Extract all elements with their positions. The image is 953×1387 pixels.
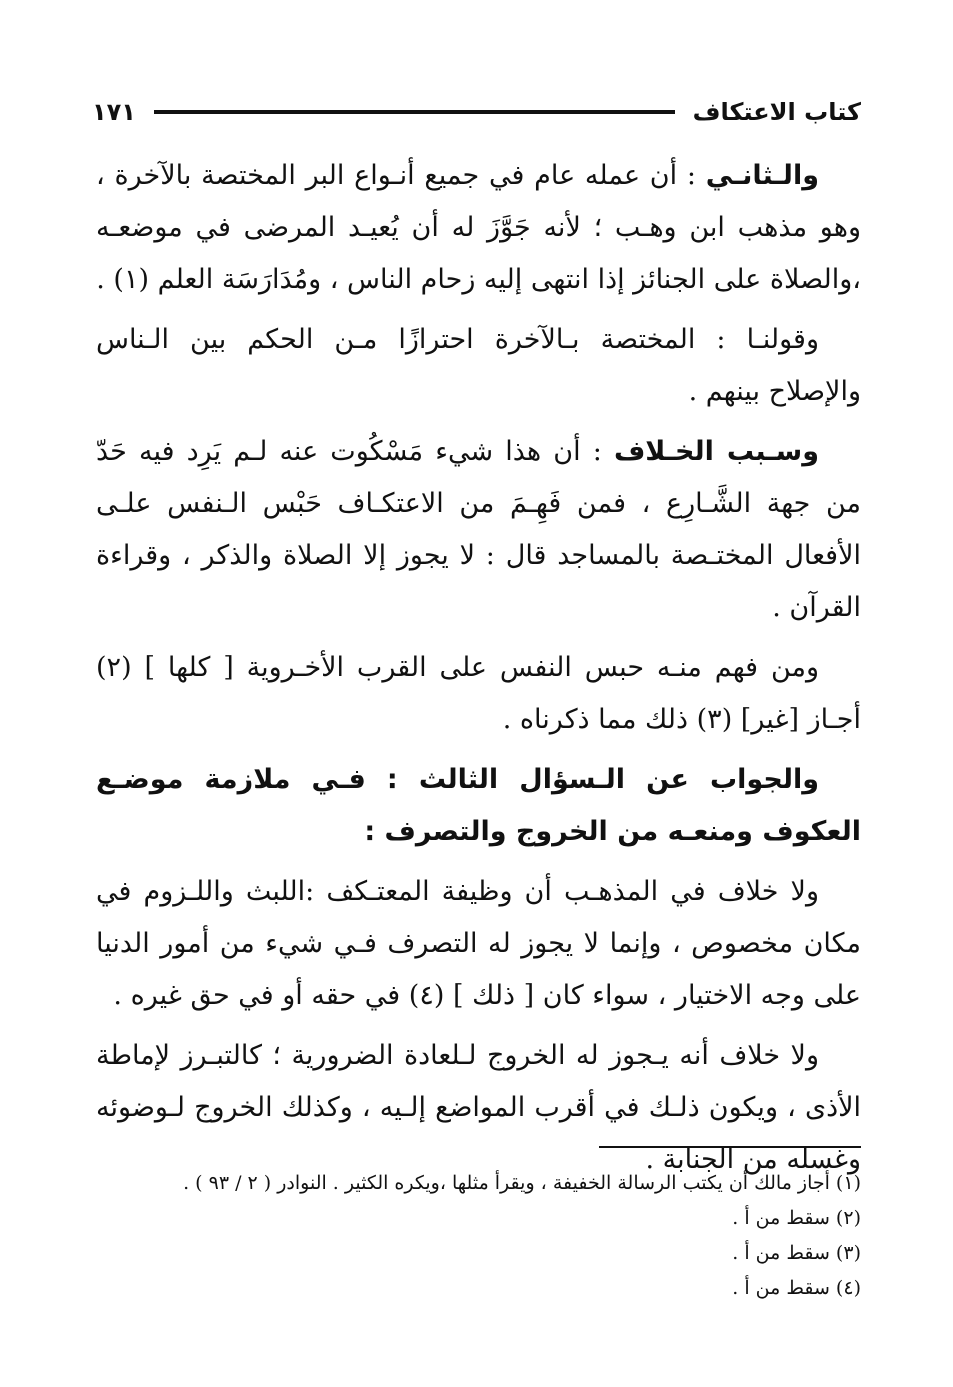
paragraph-2 [96, 314, 861, 418]
paragraph-text: ولا خلاف أنه يـجوز له الخروج لـلعادة الضرورية ؛ كالتبـرز لإماطة الأذى ، ويكون ذلـك في أقرب المواضع إلـيه ، وكذلك الخروج لـوضوئه وغسله من الجنابة . [96, 1040, 861, 1175]
paragraph-1 [96, 150, 861, 306]
running-header [92, 92, 861, 132]
footnote-2: (٢) سقط من أ . [732, 1207, 861, 1229]
paragraph-4 [96, 642, 861, 746]
paragraph-text: ومن فهم منـه حبس النفس على القرب الأخـروية [ كلها ] (٢) أجـاز [غير] (٣) ذلك مما ذكرناه . [96, 652, 861, 735]
footnotes [96, 1166, 861, 1306]
paragraph-text: : أن هذا شيء مَسْكُوت عنه لـم يَرِد فيه حَدّ من جهة الشَّـارِع ، فمن فَهِـمَ من الاعتكـاف حَبْس الـنفس علـى الأفعال المختـصة بالمساجد قال : لا يجوز إلا الصلاة والذكر ، وقراءة القرآن . [96, 436, 861, 623]
paragraph-3 [96, 426, 861, 634]
paragraph-lead: والـثانـي [705, 160, 819, 191]
footnote-3: (٣) سقط من أ . [732, 1242, 861, 1264]
running-title: كتاب الاعتكاف [692, 98, 861, 126]
paragraph-5 [96, 866, 861, 1022]
main-text [96, 150, 861, 1194]
section-heading: والجواب عن الـسؤال الثالث : فـي ملازمة موضـع العكوف ومنعـه من الخروج والتصرف : [96, 764, 861, 847]
header-rule [154, 110, 675, 114]
paragraph-text: ولا خلاف في المذهـب أن وظيفة المعتـكف :اللبث واللـزوم في مكان مخصوص ، وإنما لا يجوز له التصرف فـي شيء من أمور الدنيا على وجه الاختيار ، سواء كان [ ذلك ] (٤) في حقه أو في حق غيره . [96, 876, 861, 1011]
footnote-rule [599, 1146, 861, 1148]
paragraph-text: وقولنـا : المختصة بـالآخرة احترازًا مـن الحكم بين الـناس والإصلاح بينهم . [96, 324, 861, 407]
paragraph-text: : أن عمله عام في جميع أنـواع البر المختصة بالآخرة ، وهو مذهب ابن وهـب ؛ لأنه جَوَّزَ له أن يُعيـد المرضى في موضعـه ،والصلاة على الجنائز إذا انتهى إليه زحام الناس ، ومُدَارَسَة العلم (١) . [96, 160, 861, 295]
footnote-4: (٤) سقط من أ . [732, 1277, 861, 1299]
paragraph-6 [96, 1030, 861, 1186]
paragraph-lead: وسـبب الخـلاف [613, 436, 819, 467]
footnote-1: (١) أجاز مالك أن يكتب الرسالة الخفيفة ، ويقرأ مثلها ،ويكره الكثير . النوادر ( ٢ / ٩٣ ) . [183, 1172, 861, 1194]
page-number: ١٧١ [92, 98, 136, 126]
